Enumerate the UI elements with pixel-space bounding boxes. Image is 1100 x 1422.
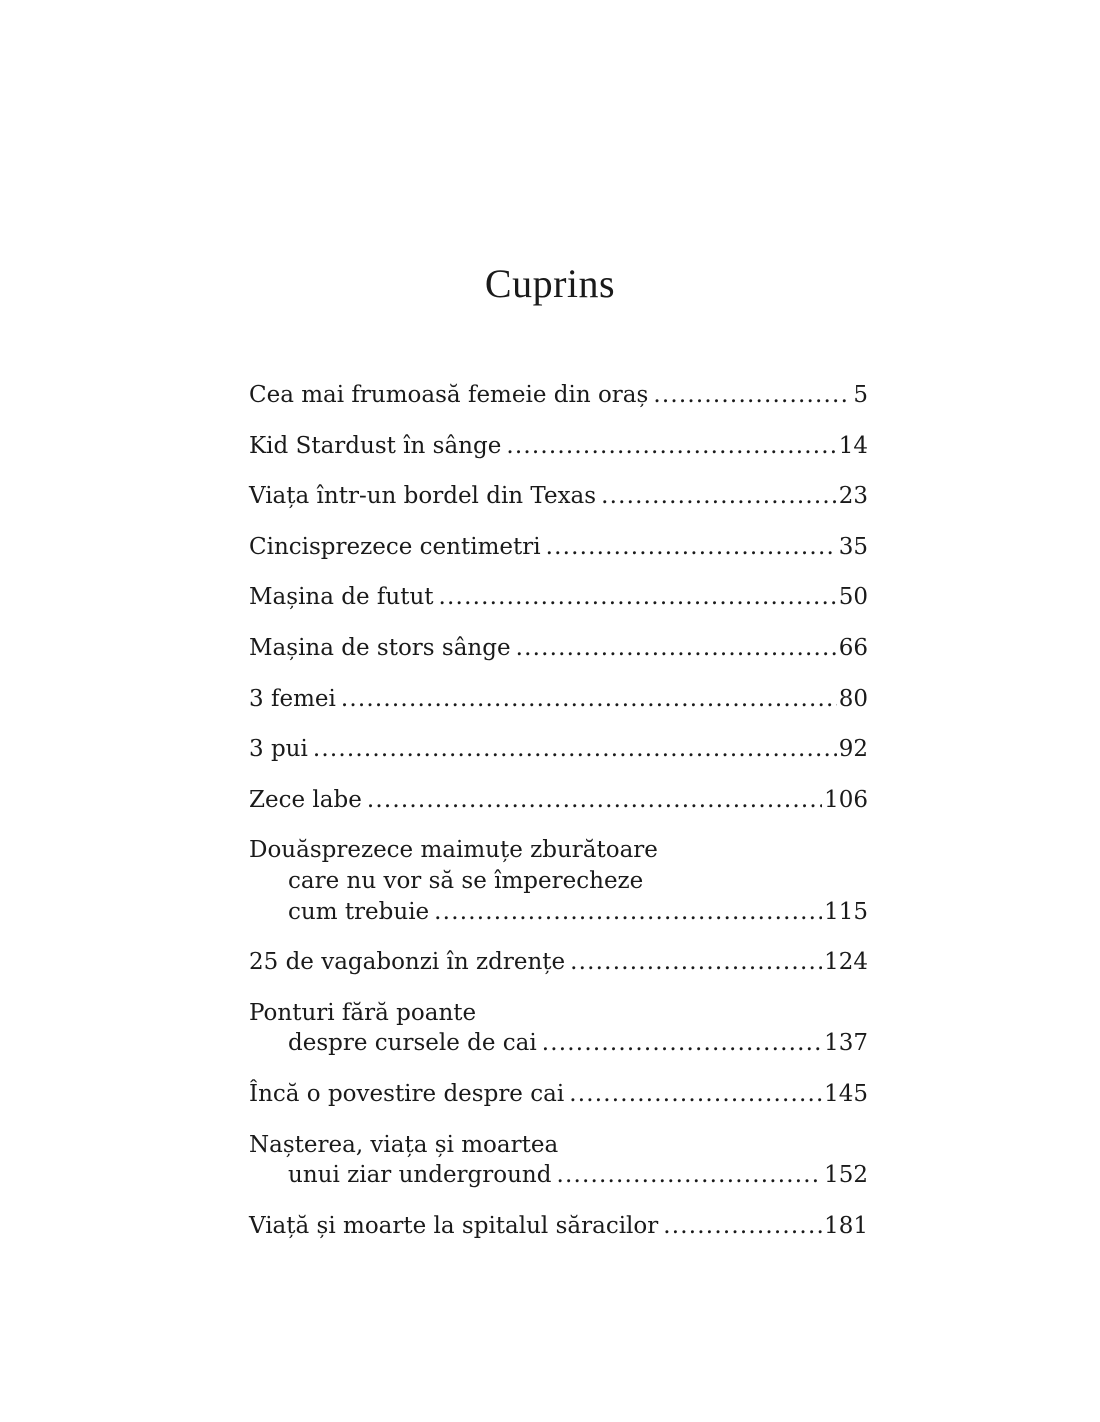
toc-entry bbox=[249, 835, 868, 927]
dot-leader bbox=[341, 684, 837, 715]
toc-entry-continuation-line bbox=[249, 866, 868, 897]
toc-entry-title-line bbox=[249, 532, 868, 563]
table-of-contents bbox=[249, 380, 868, 1261]
toc-entry-text: care nu vor să se împerecheze bbox=[288, 867, 644, 894]
toc-entry-title-line bbox=[249, 684, 868, 715]
toc-entry bbox=[249, 734, 868, 765]
toc-entry bbox=[249, 1130, 868, 1191]
toc-entry bbox=[249, 785, 868, 816]
toc-entry-text: Viață și moarte la spitalul săracilor bbox=[249, 1212, 659, 1239]
toc-entry-text: Kid Stardust în sânge bbox=[249, 432, 502, 459]
toc-entry-text: Nașterea, viața și moartea bbox=[249, 1131, 559, 1158]
toc-entry-page-number: 35 bbox=[838, 533, 868, 560]
toc-entry-page-number: 66 bbox=[838, 634, 868, 661]
dot-leader bbox=[546, 532, 837, 563]
toc-entry-title-line bbox=[249, 582, 868, 613]
toc-entry-text: despre cursele de cai bbox=[288, 1030, 537, 1057]
toc-entry bbox=[249, 532, 868, 563]
toc-entry-title-line bbox=[249, 998, 868, 1029]
toc-entry-title-line bbox=[249, 481, 868, 512]
toc-entry bbox=[249, 947, 868, 978]
page-title: Cuprins bbox=[484, 261, 616, 306]
toc-entry-title-line bbox=[249, 1211, 868, 1242]
dot-leader bbox=[569, 1079, 822, 1110]
dot-leader bbox=[367, 785, 822, 816]
dot-leader bbox=[570, 947, 822, 978]
toc-entry-page-number: 92 bbox=[838, 736, 868, 763]
toc-entry-page-number: 50 bbox=[838, 584, 868, 611]
toc-entry-text: Viața într-un bordel din Texas bbox=[249, 483, 597, 510]
toc-entry-page-number: 124 bbox=[824, 949, 868, 976]
toc-entry bbox=[249, 582, 868, 613]
toc-entry-continuation-line bbox=[249, 1028, 868, 1059]
toc-entry-continuation-line bbox=[249, 1160, 868, 1191]
toc-entry bbox=[249, 998, 868, 1059]
toc-entry-title-line bbox=[249, 633, 868, 664]
toc-entry-page-number: 152 bbox=[824, 1162, 868, 1189]
toc-entry-text: Douăsprezece maimuțe zburătoare bbox=[249, 837, 658, 864]
toc-entry bbox=[249, 481, 868, 512]
toc-entry bbox=[249, 633, 868, 664]
toc-entry-text: Cincisprezece centimetri bbox=[249, 533, 541, 560]
toc-entry-page-number: 115 bbox=[824, 898, 868, 925]
toc-entry-title-line bbox=[249, 1079, 868, 1110]
toc-entry-page-number: 137 bbox=[824, 1030, 868, 1057]
toc-entry bbox=[249, 380, 868, 411]
toc-entry-page-number: 5 bbox=[853, 382, 868, 408]
dot-leader bbox=[313, 734, 837, 765]
toc-entry-title-line bbox=[249, 1130, 868, 1161]
dot-leader bbox=[439, 582, 837, 613]
toc-entry-text: cum trebuie bbox=[288, 898, 430, 925]
toc-entry-page-number: 23 bbox=[838, 483, 868, 510]
dot-leader bbox=[434, 897, 822, 928]
dot-leader bbox=[653, 380, 851, 411]
toc-entry-continuation-line bbox=[249, 897, 868, 928]
toc-entry-text: Zece labe bbox=[249, 786, 362, 813]
dot-leader bbox=[556, 1160, 822, 1191]
toc-entry-text: 3 pui bbox=[249, 736, 308, 763]
toc-entry bbox=[249, 431, 868, 462]
toc-entry-title-line bbox=[249, 785, 868, 816]
toc-entry-text: 3 femei bbox=[249, 685, 336, 712]
toc-entry-text: 25 de vagabonzi în zdrențe bbox=[249, 949, 566, 976]
dot-leader bbox=[542, 1028, 822, 1059]
toc-entry-title-line bbox=[249, 431, 868, 462]
toc-entry-title-line bbox=[249, 835, 868, 866]
dot-leader bbox=[506, 431, 836, 462]
toc-entry-page-number: 106 bbox=[824, 786, 868, 813]
toc-entry-title-line bbox=[249, 947, 868, 978]
toc-entry bbox=[249, 684, 868, 715]
toc-entry bbox=[249, 1211, 868, 1242]
toc-entry-page-number: 14 bbox=[838, 432, 868, 459]
dot-leader bbox=[516, 633, 837, 664]
toc-entry-text: Mașina de stors sânge bbox=[249, 634, 511, 661]
toc-entry-page-number: 145 bbox=[824, 1080, 868, 1107]
toc-entry-text: Încă o povestire despre cai bbox=[249, 1080, 565, 1107]
toc-entry-title-line bbox=[249, 734, 868, 765]
toc-entry-title-line bbox=[249, 380, 868, 411]
toc-entry-text: Mașina de futut bbox=[249, 584, 434, 611]
toc-entry-text: Ponturi fără poante bbox=[249, 999, 477, 1026]
toc-entry bbox=[249, 1079, 868, 1110]
dot-leader bbox=[663, 1211, 822, 1242]
toc-entry-text: unui ziar underground bbox=[288, 1162, 552, 1189]
toc-entry-text: Cea mai frumoasă femeie din oraș bbox=[249, 382, 649, 408]
dot-leader bbox=[601, 481, 837, 512]
toc-entry-page-number: 181 bbox=[824, 1212, 868, 1239]
toc-entry-page-number: 80 bbox=[838, 685, 868, 712]
